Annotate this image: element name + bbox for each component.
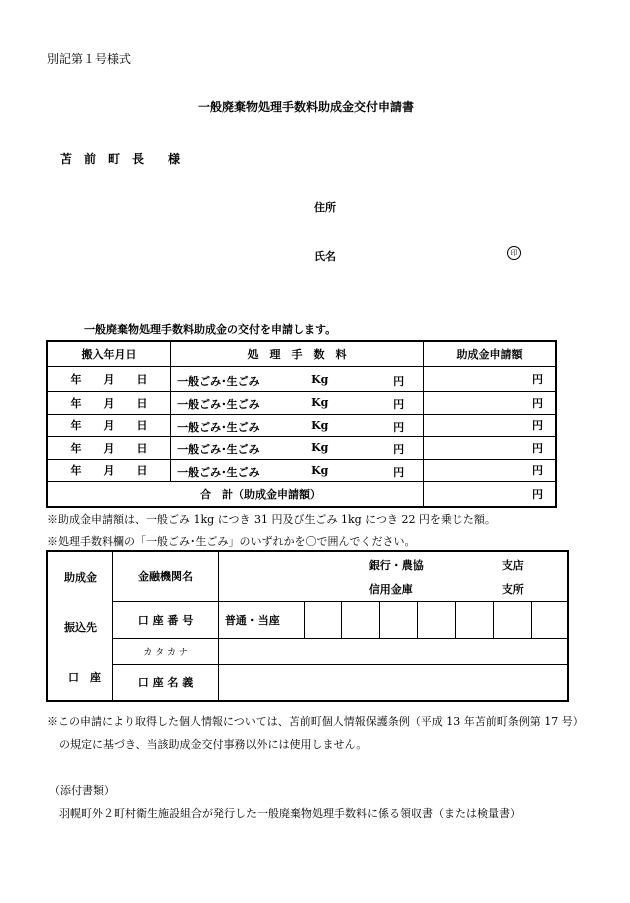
date-cell[interactable]: 年 月 日 — [47, 392, 171, 415]
branch-2: 支所 — [501, 583, 524, 597]
table-row — [47, 414, 556, 437]
note-rate: ※助成金申請額は、一般ごみ 1kg につき 31 円及び生ごみ 1kg につき 22 円を乗じた額。 — [47, 513, 496, 526]
side-label-3: 口 座 — [68, 671, 101, 684]
side-label-1: 助成金 — [64, 571, 97, 584]
document-title: 一般廃棄物処理手数料助成金交付申請書 — [198, 100, 415, 114]
account-name-label: 口 座 名 義 — [113, 664, 219, 701]
yen-unit: 円 — [393, 443, 405, 457]
total-yen: 円 — [424, 482, 557, 508]
fee-cell[interactable] — [171, 392, 424, 415]
katakana-label: カ タ カ ナ — [113, 638, 219, 664]
total-label: 合 計（助成金申請額） — [47, 482, 424, 508]
account-digit-box[interactable] — [380, 601, 418, 638]
date-cell[interactable]: 年 月 日 — [47, 414, 171, 437]
yen-unit: 円 — [393, 374, 405, 388]
fee-cell[interactable] — [171, 414, 424, 437]
account-digit-box[interactable] — [342, 601, 380, 638]
waste-type: 一般ごみ･生ごみ — [177, 465, 260, 479]
waste-type: 一般ごみ･生ごみ — [177, 374, 260, 388]
kg-unit: Kg — [311, 441, 329, 455]
total-row — [47, 482, 556, 508]
side-label-2: 振込先 — [64, 621, 97, 634]
kg-unit: Kg — [311, 396, 329, 410]
account-digit-box[interactable] — [304, 601, 342, 638]
branch-1: 支店 — [501, 559, 524, 573]
account-number-label: 口 座 番 号 — [113, 601, 219, 638]
bank-side-labels — [47, 551, 113, 701]
account-digit-box[interactable] — [455, 601, 493, 638]
waste-type: 一般ごみ･生ごみ — [177, 398, 260, 412]
waste-type: 一般ごみ･生ごみ — [177, 443, 260, 457]
fee-table — [46, 340, 557, 508]
bank-type-2: 信用金庫 — [368, 583, 413, 597]
fee-cell[interactable] — [171, 367, 424, 392]
yen-unit: 円 — [393, 420, 405, 434]
account-digit-box[interactable] — [418, 601, 456, 638]
kg-unit: Kg — [311, 372, 329, 386]
account-digit-box[interactable] — [531, 601, 568, 638]
form-number: 別記第１号様式 — [47, 52, 132, 66]
privacy-note-2: の規定に基づき、当該助成金交付事務以外には使用しません。 — [59, 738, 368, 751]
header-fee: 処 理 手 数 料 — [171, 341, 424, 367]
yen-unit: 円 — [393, 465, 405, 479]
amount-cell[interactable]: 円 — [424, 367, 557, 392]
date-cell[interactable]: 年 月 日 — [47, 437, 171, 460]
addressee: 苫 前 町 長 様 — [60, 152, 181, 166]
attachments-heading: （添付書類） — [49, 784, 115, 797]
kg-unit: Kg — [311, 418, 329, 432]
application-statement: 一般廃棄物処理手数料助成金の交付を申請します。 — [84, 323, 337, 336]
date-cell[interactable]: 年 月 日 — [47, 367, 171, 392]
waste-type: 一般ごみ･生ごみ — [177, 420, 260, 434]
table-row — [47, 437, 556, 460]
table-row — [47, 367, 556, 392]
katakana-field[interactable] — [218, 638, 568, 664]
table-row — [47, 392, 556, 415]
amount-cell[interactable]: 円 — [424, 437, 557, 460]
account-type[interactable]: 普通・当座 — [218, 601, 304, 638]
amount-cell[interactable]: 円 — [424, 392, 557, 415]
address-label: 住所 — [314, 201, 336, 214]
account-digit-box[interactable] — [493, 601, 531, 638]
name-label: 氏名 — [314, 250, 336, 263]
date-cell[interactable]: 年 月 日 — [47, 459, 171, 482]
fee-cell[interactable] — [171, 459, 424, 482]
bank-table — [46, 550, 569, 702]
institution-label: 金融機関名 — [113, 551, 219, 601]
header-amount: 助成金申請額 — [424, 341, 557, 367]
table-row — [47, 459, 556, 482]
yen-unit: 円 — [393, 398, 405, 412]
kg-unit: Kg — [311, 463, 329, 477]
account-name-field[interactable] — [218, 664, 568, 701]
note-circle: ※処理手数料欄の「一般ごみ･生ごみ」のいずれかを〇で囲んでください。 — [47, 535, 416, 548]
amount-cell[interactable]: 円 — [424, 459, 557, 482]
amount-cell[interactable]: 円 — [424, 414, 557, 437]
table-header-row — [47, 341, 556, 367]
seal-mark: 印 — [507, 246, 521, 260]
attachment-item: 羽幌町外２町村衛生施設組合が発行した一般廃棄物処理手数料に係る領収書（または検量書） — [59, 807, 521, 820]
institution-cell[interactable] — [218, 551, 568, 601]
header-date: 搬入年月日 — [47, 341, 171, 367]
fee-cell[interactable] — [171, 437, 424, 460]
privacy-note-1: ※この申請により取得した個人情報については、苫前町個人情報保護条例（平成 13 年苫前町条例第 17 号） — [47, 715, 584, 728]
bank-type-1: 銀行・農協 — [368, 559, 424, 573]
